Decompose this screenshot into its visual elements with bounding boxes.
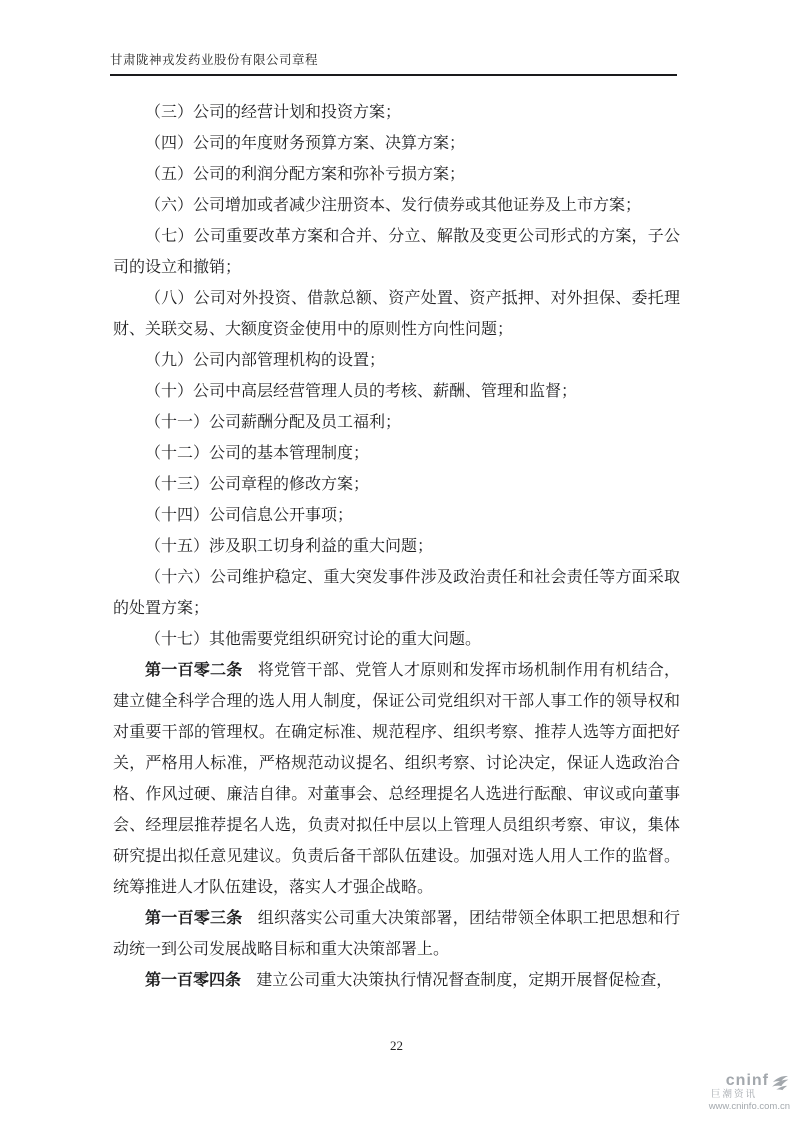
list-item: （六）公司增加或者减少注册资本、发行债券或其他证券及上市方案； [145, 197, 642, 214]
list-item: （十二）公司的基本管理制度； [145, 445, 370, 462]
article-text: 将党管干部、党管人才原则和发挥市场机制作用有机结合，建立健全科学合理的选人用人制度，保证公司党组织对干部人事工作的领导权和对重要干部的管理权。在确定标准、规范程序、组织考察、推荐人选等方面把好关，严格用人标准，严格规范动议提名、组织考察、讨论决定，保证人选政治合格、作风过硬、廉洁自律。对董事会、总经理提名人选进行酝酿、审议或向董事会、经理层推荐提名人选，负责对拟任中层以上管理人员组织考察、审议，集体研究提出拟任意见建议。负责后备干部队伍建设。加强对选人用人工作的监督。统筹推进人才队伍建设，落实人才强企战略。 [113, 662, 680, 896]
list-item: （九）公司内部管理机构的设置； [145, 352, 386, 369]
list-item: （十六）公司维护稳定、重大突发事件涉及政治责任和社会责任等方面采取的处置方案； [113, 569, 680, 617]
article-number: 第一百零二条 [145, 662, 243, 679]
article-paragraph [113, 655, 680, 903]
list-item: （十四）公司信息公开事项； [145, 507, 354, 524]
cninfo-logo-text: cninf [725, 1072, 769, 1090]
list-item: （十一）公司薪酬分配及员工福利； [145, 414, 402, 431]
list-item: （五）公司的利润分配方案和弥补亏损方案； [145, 166, 466, 183]
cninfo-url: www.cninfo.com.cn [708, 1101, 790, 1113]
article-number: 第一百零三条 [145, 910, 243, 927]
cninfo-chinese-name: 巨潮资讯 [710, 1089, 757, 1100]
article-text: 建立公司重大决策执行情况督查制度，定期开展督促检查， [256, 972, 673, 989]
page-number: 22 [390, 1038, 403, 1053]
cninfo-logo [694, 1071, 790, 1091]
list-item: （七）公司重要改革方案和合并、分立、解散及变更公司形式的方案，子公司的设立和撤销； [113, 228, 680, 276]
list-item: （四）公司的年度财务预算方案、决算方案； [145, 135, 466, 152]
list-item: （十）公司中高层经营管理人员的考核、薪酬、管理和监督； [145, 383, 578, 400]
article-paragraph [113, 965, 680, 996]
list-item: （八）公司对外投资、借款总额、资产处置、资产抵押、对外担保、委托理财、关联交易、大额度资金使用中的原则性方向性问题； [113, 290, 680, 338]
cninfo-watermark [694, 1071, 790, 1113]
article-number: 第一百零四条 [145, 972, 242, 989]
list-item: （十五）涉及职工切身利益的重大问题； [145, 538, 434, 555]
list-item: （十七）其他需要党组织研究讨论的重大问题。 [145, 631, 482, 648]
document-body [113, 97, 680, 996]
page-header-title: 甘肃陇神戎发药业股份有限公司章程 [110, 50, 677, 76]
article-text: 组织落实公司重大决策部署，团结带领全体职工把思想和行动统一到公司发展战略目标和重大决策部署上。 [113, 910, 680, 958]
article-paragraph [113, 903, 680, 965]
cninfo-swirl-icon [770, 1071, 790, 1091]
list-item: （十三）公司章程的修改方案； [145, 476, 370, 493]
list-item: （三）公司的经营计划和投资方案； [145, 104, 402, 121]
